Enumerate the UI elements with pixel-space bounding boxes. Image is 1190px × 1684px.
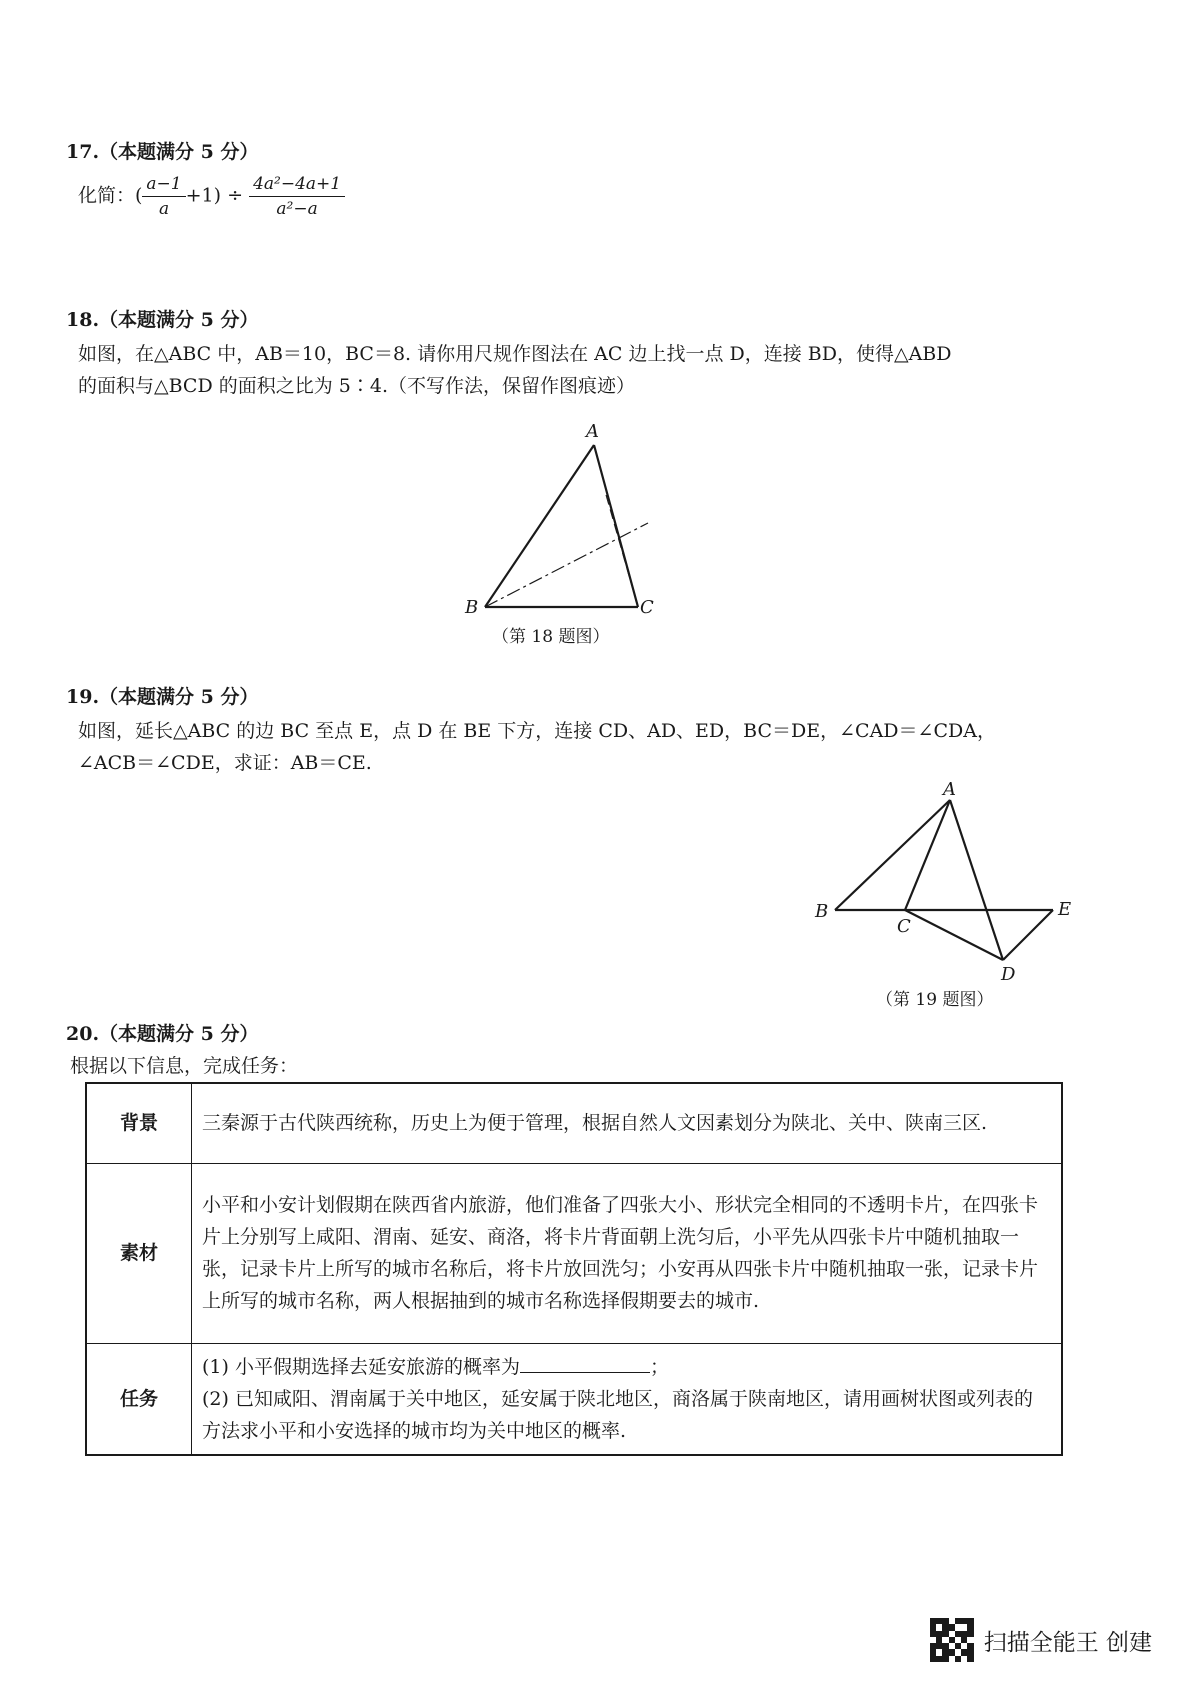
figure-19-caption: （第 19 题图） bbox=[876, 990, 994, 1010]
background-label: 背景 bbox=[86, 1083, 192, 1163]
fraction-2-numerator: 4a²−4a+1 bbox=[249, 172, 345, 197]
material-label: 素材 bbox=[86, 1163, 192, 1343]
question-20-intro: 根据以下信息，完成任务： bbox=[70, 1055, 299, 1077]
label-e: E bbox=[1058, 899, 1072, 920]
watermark-text: 扫描全能王 创建 bbox=[983, 1629, 1152, 1656]
answer-blank[interactable] bbox=[520, 1352, 650, 1373]
question-18-line-2: 的面积与△BCD 的面积之比为 5∶4.（不写作法，保留作图痕迹） bbox=[78, 375, 635, 397]
question-19-line-1: 如图，延长△ABC 的边 BC 至点 E，点 D 在 BE 下方，连接 CD、AD、ED，BC＝DE，∠CAD＝∠CDA， bbox=[78, 720, 996, 742]
label-b: B bbox=[815, 901, 829, 922]
question-20-heading: 20.（本题满分 5 分） bbox=[66, 1023, 259, 1045]
task-1-text: (1) 小平假期选择去延安旅游的概率为 bbox=[202, 1355, 520, 1378]
task-1 bbox=[202, 1351, 1051, 1383]
fraction-2-denominator: a²−a bbox=[276, 199, 318, 219]
figure-19-diagram bbox=[805, 775, 1095, 985]
fraction-1-numerator: a−1 bbox=[142, 172, 185, 197]
label-a: A bbox=[586, 421, 599, 442]
task-cell bbox=[192, 1343, 1063, 1455]
question-17 bbox=[66, 138, 1086, 221]
material-text: 小平和小安计划假期在陕西省内旅游，他们准备了四张大小、形状完全相同的不透明卡片，在四张卡片上分别写上咸阳、渭南、延安、商洛，将卡片背面朝上洗匀后，小平先从四张卡片中随机抽取一张，记录卡片上所写的城市名称后，将卡片放回洗匀；小安再从四张卡片中随机抽取一张，记录卡片上所写的城市名称，两人根据抽到的城市名称选择假期要去的城市. bbox=[192, 1163, 1063, 1343]
question-19-line-2: ∠ACB＝∠CDE，求证：AB＝CE. bbox=[78, 752, 372, 774]
question-17-body bbox=[66, 172, 1086, 221]
question-19-heading: 19.（本题满分 5 分） bbox=[66, 686, 259, 708]
fraction-1 bbox=[142, 172, 185, 221]
question-18 bbox=[66, 306, 1086, 402]
question-19 bbox=[66, 683, 1086, 779]
label-d: D bbox=[1001, 964, 1016, 985]
table-row-task bbox=[86, 1343, 1062, 1455]
simplify-middle: +1) ÷ bbox=[185, 184, 244, 207]
question-20-info-table bbox=[85, 1082, 1063, 1456]
label-b: B bbox=[465, 597, 479, 615]
label-c: C bbox=[897, 916, 911, 937]
table-row-background bbox=[86, 1083, 1062, 1163]
question-17-heading: 17.（本题满分 5 分） bbox=[66, 141, 259, 163]
label-c: C bbox=[640, 597, 654, 615]
question-18-line-1: 如图，在△ABC 中，AB＝10，BC＝8. 请你用尺规作图法在 AC 边上找一点 D，连接 BD，使得△ABD bbox=[78, 343, 952, 365]
task-label: 任务 bbox=[86, 1343, 192, 1455]
task-2: (2) 已知咸阳、渭南属于关中地区，延安属于陕北地区，商洛属于陕南地区，请用画树状图或列表的方法求小平和小安选择的城市均为关中地区的概率. bbox=[202, 1387, 1033, 1442]
figure-18-caption: （第 18 题图） bbox=[492, 627, 610, 647]
scanner-watermark bbox=[930, 1618, 1152, 1662]
fraction-2 bbox=[249, 172, 345, 221]
figure-18-triangle bbox=[440, 415, 670, 615]
background-text: 三秦源于古代陕西统称，历史上为便于管理，根据自然人文因素划分为陕北、关中、陕南三区. bbox=[192, 1083, 1063, 1163]
simplify-prefix: 化简：( bbox=[78, 184, 143, 207]
task-1-suffix: ； bbox=[649, 1355, 669, 1378]
question-20 bbox=[66, 1020, 1086, 1082]
fraction-1-denominator: a bbox=[158, 199, 170, 219]
qr-code-icon bbox=[930, 1618, 974, 1662]
question-18-heading: 18.（本题满分 5 分） bbox=[66, 309, 259, 331]
label-a: A bbox=[943, 779, 956, 800]
table-row-material bbox=[86, 1163, 1062, 1343]
